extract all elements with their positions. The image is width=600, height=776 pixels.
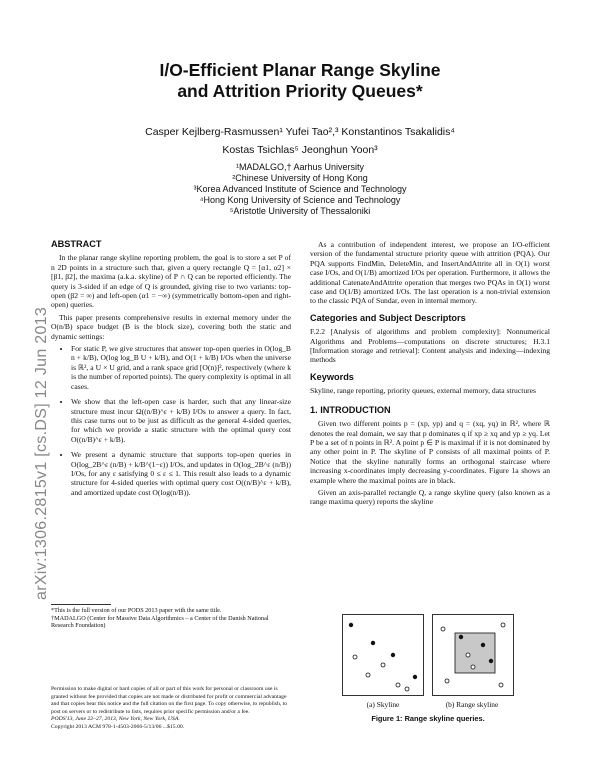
dominated-point: [466, 653, 470, 657]
dominated-point: [405, 687, 409, 691]
figure-1b-frame: [432, 614, 514, 696]
figure-1a-plot: [343, 615, 423, 695]
paper-title-line-2: and Attrition Priority Queues*: [177, 81, 423, 101]
permission-block: [51, 686, 291, 732]
author-line-1: Casper Kejlberg-Rasmussen¹ Yufei Tao²,³ Konstantinos Tsakalidis⁴: [145, 126, 455, 138]
footnotes: [51, 607, 291, 630]
dominated-point: [499, 683, 503, 687]
figure-1b-caption: (b) Range skyline: [445, 700, 499, 709]
pqa-paragraph: As a contribution of independent interest, we propose an I/O-efficient version of the fundamental structure priority queue with attrition (PQA). Our PQA supports FindMin, DeleteMin, and InsertAndAttrite all in O(1) worst case I/Os, and O(1/B) amortized I/Os per operation. Furthermore, it allows the additional CatenateAndAttrite operation that merges two PQAs in O(1) worst case and O(1/B) amortized I/Os. The last operation is a non-trivial extension to the classic PQA of Sundar, even in internal memory.: [310, 240, 550, 306]
dominated-point: [353, 655, 357, 659]
footnote-rule: [51, 604, 111, 605]
paper-title-line-1: I/O-Efficient Planar Range Skyline: [159, 60, 441, 80]
keywords-heading: Keywords: [310, 371, 354, 382]
abstract-bullet-2: • We show that the left-open case is harder, such that any linear-size structure must incur Ω((n/B)^ε + k/B) I/Os to answer a query. In fact, this case turns out to be just as difficult as the general 4-sided queries, for which we provide a static structure with the optimal query cost O((n/B)^ε + k/B).: [71, 397, 291, 444]
affiliation-3: ³Korea Advanced Institute of Science and Technology: [193, 184, 407, 194]
right-column: [310, 240, 550, 510]
maximal-point: [349, 623, 353, 627]
maximal-point: [481, 643, 485, 647]
figure-1a-frame: [342, 614, 424, 696]
dominated-point: [471, 665, 475, 669]
affiliation-5: ⁵Aristotle University of Thessaloniki: [229, 206, 371, 216]
author-line-2: Kostas Tsichlas⁵ Jeonghun Yoon³: [222, 144, 378, 156]
introduction-heading: 1. INTRODUCTION: [310, 404, 391, 415]
footnote-1: *This is the full version of our PODS 2013 paper with the same title.: [51, 607, 222, 614]
abstract-section: [51, 240, 291, 503]
maximal-point: [489, 659, 493, 663]
figure-1a-caption: (a) Skyline: [366, 700, 400, 709]
dominated-point: [441, 627, 445, 631]
affiliation-4: ⁴Hong Kong University of Science and Technology: [199, 195, 401, 205]
dominated-point: [501, 623, 505, 627]
abstract-bullet-1: • For static P, we give structures that answer top-open queries in O(log_B n + k/B), O(log log_B U + k/B), and O(1 + k/B) I/Os when the universe is ℝ², a U × U grid, and a rank space grid [O(n)]², respectively (where k is the number of reported points). The query complexity is optimal in all cases.: [71, 344, 291, 391]
figure-1b-plot: [433, 615, 513, 695]
dominated-point: [445, 679, 449, 683]
footnote-2: †MADALGO (Center for Massive Data Algorithmics – a Center of the Danish National Research Foundation): [51, 614, 269, 630]
venue-line: PODS'13, June 22–27, 2013, New York, New York, USA.: [51, 716, 180, 723]
affiliation-2: ²Chinese University of Hong Kong: [232, 173, 368, 183]
maximal-point: [413, 675, 417, 679]
arxiv-id: arXiv:1306.2815v1 [cs.DS] 12 Jun 2013: [33, 306, 50, 600]
permission-text: Permission to make digital or hard copies of all or part of this work for personal or classroom use is granted without fee provided that copies are not made or distributed for profit or commercial advantage and that copies bear this notice and the full citation on the first page. To copy otherwise, to republish, to post on servers or to redistribute to lists, requires prior specific permission and/or a fee.: [51, 686, 288, 715]
introduction-paragraph-2: Given an axis-parallel rectangle Q, a range skyline query (also known as a range maxima query) reports the skyline: [310, 487, 550, 507]
affiliation-1: ¹MADALGO,† Aarhus University: [235, 162, 365, 172]
figure-1-caption: Figure 1: Range skyline queries.: [371, 714, 485, 723]
maximal-point: [459, 635, 463, 639]
dominated-point: [366, 673, 370, 677]
abstract-paragraph-2: This paper presents comprehensive results in external memory under the O(n/B) space budget (B is the block size), covering both the static and dynamic settings:: [51, 312, 291, 341]
maximal-point: [391, 653, 395, 657]
dominated-point: [381, 663, 385, 667]
introduction-paragraph-1: Given two different points p = (xp, yp) and q = (xq, yq) in ℝ², where ℝ denotes the real domain, we say that p dominates q if xp ≥ xq and yp ≥ yq. Let P be a set of n points in ℝ². A point p ∈ P is maximal if it is not dominated by any other point in P. The skyline of P consists of all maximal points of P. Notice that the skyline naturally forms an orthogonal staircase where increasing x-coordinates imply decreasing y-coordinates. Figure 1a shows an example where the maximal points are in black.: [310, 419, 550, 485]
copyright-line: Copyright 2013 ACM 978-1-4503-2066-5/13/06 ...$15.00.: [51, 723, 185, 730]
keywords-text: Skyline, range reporting, priority queues, external memory, data structures: [310, 386, 536, 396]
arxiv-stamp: [6, 210, 50, 600]
abstract-bullet-list: [51, 344, 291, 497]
maximal-point: [371, 641, 375, 645]
categories-text: F.2.2 [Analysis of algorithms and problem complexity]: Nonnumerical Algorithms and Problems—computations on discrete structures; H.3.1 [Information storage and retrieval]: Content analysis and indexing—indexing methods: [310, 327, 550, 365]
abstract-bullet-3: • We present a dynamic structure that supports top-open queries in O(log_2B^ε (n/B) + k/B^(1−ε)) I/Os, and updates in O(log_2B^ε (n/B)) I/Os, for any ε satisfying 0 ≤ ε ≤ 1. This result also leads to a dynamic structure for 4-sided queries with optimal query cost O((n/B)^ε + k/B), and amortized update cost O(log(n/B)).: [71, 450, 291, 497]
dominated-point: [396, 683, 400, 687]
abstract-paragraph-1: In the planar range skyline reporting problem, the goal is to store a set P of n 2D points in a structure such that, given a query rectangle Q = [α1, α2] × [β1, β2], the maxima (a.k.a. skyline) of P ∩ Q can be reported efficiently. The query is 3-sided if an edge of Q is grounded, giving rise to two variants: top-open (β2 = ∞) and left-open (α1 = −∞) (symmetrically bottom-open and right-open) queries.: [51, 253, 291, 310]
categories-heading: Categories and Subject Descriptors: [310, 312, 466, 323]
abstract-heading: ABSTRACT: [51, 239, 102, 249]
